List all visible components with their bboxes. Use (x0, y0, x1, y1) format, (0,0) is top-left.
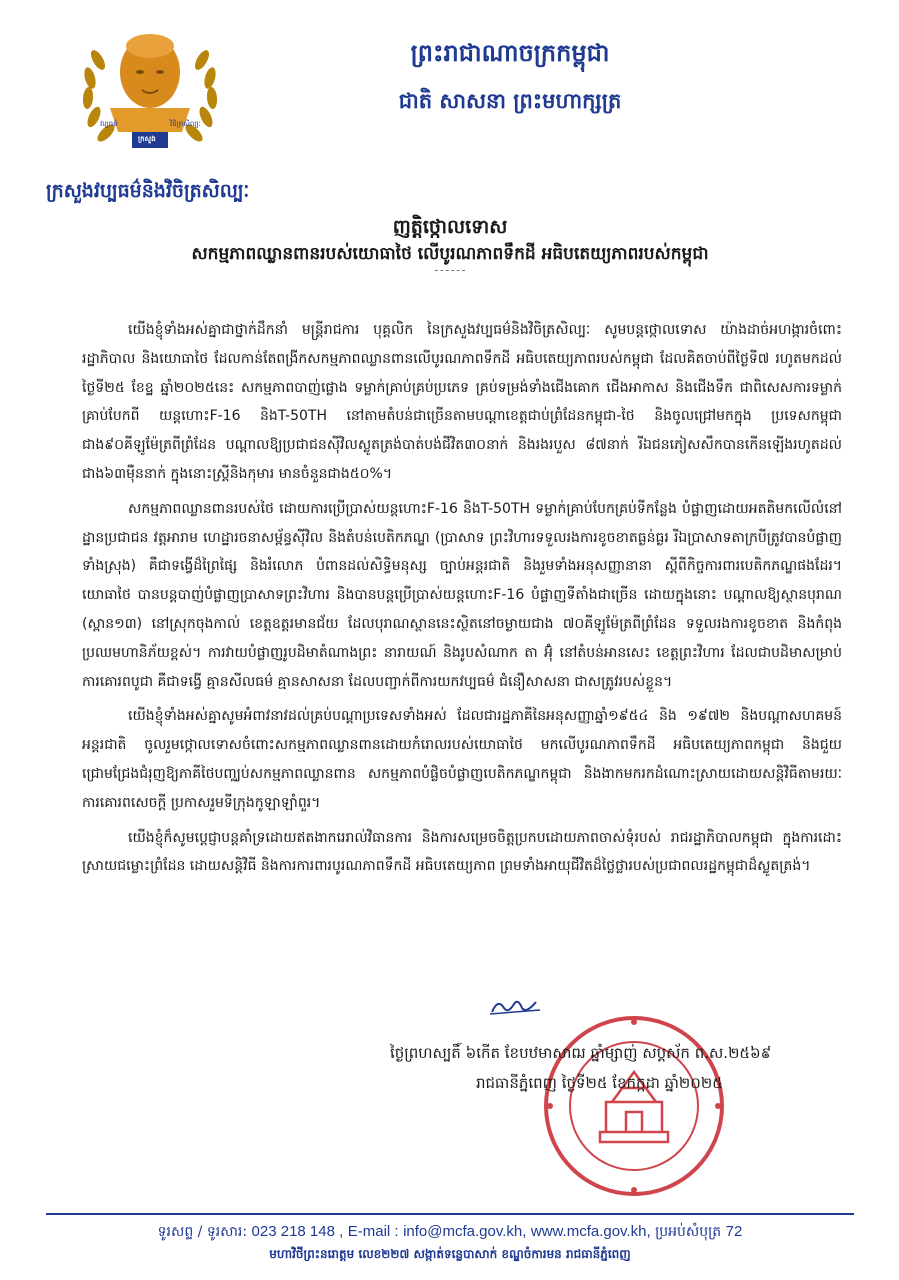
national-motto: ជាតិ សាសនា ព្រះមហាក្សត្រ (398, 89, 622, 113)
paragraph-3: យើងខ្ញុំទាំងអស់គ្នាសូមអំពាវនាវដល់គ្រប់បណ្តាប្រទេសទាំងអស់ ដែលជារដ្ឋភាគីនៃអនុសញ្ញាឆ្នាំ១៩៥៤ និង ១៩៧២ និងបណ្តាសហគមន៍អន្តរជាតិ ចូលរួមថ្កោលទោសចំពោះសកម្មភាពឈ្លានពានដោយកំរោលរបស់យោធាថៃ មកលើបូរណភាពទឹកដី អធិបតេយ្យភាពកម្ពុជា និងជួយជ្រោមជ្រែងជំរុញឱ្យភាគីថៃបញ្ឈប់សកម្មភាពឈ្លានពាន សកម្មភាពបំផ្លិចបំផ្លាញបេតិកភណ្ឌកម្ពុជា និងងាកមករកដំណោះស្រាយដោយសន្តិវិធីតាមរយៈការគោរពសេចក្តី ប្រកាសរួមទីក្រុងកូឡាឡាំពួរ។ (82, 708, 842, 811)
title-divider (435, 270, 465, 271)
email-link[interactable]: info@mcfa.gov.kh, (403, 1223, 527, 1240)
footer-address: មហាវិថីព្រះនរោត្តម លេខ២២៧ សង្កាត់ទន្លេបាសាក់ ខណ្ឌចំការមន រាជធានីភ្នំពេញ (269, 1247, 631, 1261)
title-line-1: ញត្តិថ្កោលទោស (392, 216, 508, 238)
ministry-logo (70, 20, 230, 160)
logo-text-right: វិចិត្រសិល្បៈ (170, 120, 201, 128)
date-block (380, 1038, 840, 1098)
logo-label: ក្រសួង (138, 135, 156, 143)
footer-contact (46, 1220, 854, 1244)
email-label: E-mail : (347, 1223, 399, 1240)
website-link[interactable]: www.mcfa.gov.kh, (530, 1223, 651, 1240)
solar-date: រាជធានីភ្នំពេញ ថ្ងៃទី២៥ ខែកក្កដា ឆ្នាំ២០២៥ (476, 1074, 723, 1092)
petition-title (110, 214, 790, 271)
pobox-label: ប្រអប់សំបុត្រ (655, 1224, 722, 1240)
footer (46, 1220, 854, 1264)
lunar-date: ថ្ងៃព្រហស្បតិ៍ ៦កើត ខែបឋមាសាឍ ឆ្នាំម្សាញ់ សប្តស័ក ព.ស.២៥៦៩ (390, 1044, 772, 1062)
phone-label: ទូរសព្ទ / ទូរសារ: (157, 1224, 248, 1240)
petition-body (82, 316, 842, 887)
paragraph-2: សកម្មភាពឈ្លានពានរបស់ថៃ ដោយការប្រើប្រាស់យន្តហោះF-16 និងT-50TH ទម្លាក់គ្រាប់បែកគ្រប់ទីកន្លែង បំផ្លាញដោយអតតិមកលើលំនៅដ្ឋានប្រជាជន វត្តអារាម ហេដ្ឋារចនាសម្ព័ន្ធស៊ីវិល និងតំបន់បេតិកភណ្ឌ (ប្រាសាទ ព្រះវិហារទទួលរងការខូចខាតធ្ងន់ធ្ងរ រីឯប្រាសាទតាក្របីត្រូវបានបំផ្លាញទាំងស្រុង) គឺជាទង្វើដ៏ព្រៃផ្សៃ និងរំលោភ បំពានដល់សិទ្ធិមនុស្ស ច្បាប់អន្តរជាតិ និងរួមទាំងអនុសញ្ញានានា ស្តីពីកិច្ចការពារបេតិកភណ្ឌផងដែរ។ យោធាថៃ បានបន្តបាញ់បំផ្លាញប្រាសាទព្រះវិហារ និងបានបន្តប្រើប្រាស់យន្តហោះF-16 បំផ្លាញទីតាំងជាច្រើន ដោយក្នុងនោះ បណ្តាលឱ្យស្ថានបុរាណ (ស្ពាន១៣) នៅស្រុកចុងកាល់ ខេត្តឧត្តរមានជ័យ ដែលបុរាណស្ថាននេះស្ថិតនៅចម្ងាយជាង ៧០គីឡូម៉ែត្រពីព្រំដែន ទទួលរងការខូចខាត និងកំពុងប្រឈមហានិភ័យខ្ពស់។ ការវាយបំផ្លាញរូបដិមាតំណាងព្រះ នារាយណ៍ និងរូបសំណាក តា អ៊ុំ នៅតំបន់អានសេះ ខេត្តព្រះវិហារ ដែលជាបដិមាសម្រាប់ការគោរពបូជា គឺជាទង្វើ គ្មានសីលធម៌ គ្មានសាសនា ដែលបញ្ជាក់ពីការយកវប្បធម៌ ជំនឿសាសនា ជាសត្រូវរបស់ខ្លួន។ (82, 500, 842, 690)
ministry-name: ក្រសួងវប្បធម៌និងវិចិត្រសិល្បៈ (46, 180, 250, 202)
phone-number: 023 218 148 , (251, 1223, 344, 1240)
kingdom-title: ព្រះរាជាណាចក្រកម្ពុជា (410, 39, 610, 67)
paragraph-4: យើងខ្ញុំក៏សូមប្តេជ្ញាបន្តគាំទ្រដោយឥតងាករេរាល់វិធានការ និងការសម្រេចចិត្តប្រកបដោយភាពចាស់ទុំរបស់ រាជរដ្ឋាភិបាលកម្ពុជា ក្នុងការដោះស្រាយជម្លោះព្រំដែន ដោយសន្តិវិធី និងការការពារបូរណភាពទឹកដី អធិបតេយ្យភាព ព្រមទាំងអាយុជីវិតដ៏ថ្លៃថ្លារបស់ប្រជាពលរដ្ឋកម្ពុជាដ៏ស្លូតត្រង់។ (82, 829, 842, 875)
initial-signature (488, 994, 544, 1018)
pobox-number: 72 (725, 1223, 743, 1240)
paragraph-1: យើងខ្ញុំទាំងអស់គ្នាជាថ្នាក់ដឹកនាំ មន្ត្រីរាជការ បុគ្គលិក នៃក្រសួងវប្បធម៌និងវិចិត្រសិល្បៈ សូមបន្តថ្កោលទោស យ៉ាងដាច់អហង្ការចំពោះរដ្ឋាភិបាល និងយោធាថៃ ដែលកាន់តែពង្រីកសកម្មភាពឈ្លានពានលើបូរណភាពទឹកដី អធិបតេយ្យភាពរបស់កម្ពុជា ដែលគិតចាប់ពីថ្ងៃទី៧ រហូតមកដល់ថ្ងៃទី២៥ ខែឧ្ឋ ឆ្នាំ២០២៥នេះ សកម្មភាពបាញ់ផ្លោង ទម្លាក់គ្រាប់គ្រប់ប្រភេទ គ្រប់ទម្រង់ទាំងជើងគោក ជើងអាកាស និងជើងទឹក ជាពិសេសការទម្លាក់គ្រាប់បែកពី យន្តហោះF-16 និងT-50TH នៅតាមតំបន់ជាច្រើនតាមបណ្តាខេត្តជាប់ព្រំដែនកម្ពុជា-ថៃ និងចូលជ្រៅមកក្នុង ប្រទេសកម្ពុជាជាង៩០គីឡូម៉ែត្រពីព្រំដែន បណ្តាលឱ្យប្រជាជនស៊ីវិលស្លូតត្រង់បាត់បង់ជីវិត៣០នាក់ និងរងរបួស ៨៧នាក់ រីឯជនភៀសសឹកបានកើនឡើងរហូតដល់ជាង៦៣ម៉ឺននាក់ ក្នុងនោះស្ត្រីនិងកុមារ មានចំនួនជាង៥០%។ (82, 322, 842, 482)
kingdom-header (300, 36, 720, 116)
footer-divider (46, 1213, 854, 1215)
logo-text-left: វប្បធម៌ (100, 120, 118, 128)
title-line-2: សកម្មភាពឈ្លានពានរបស់យោធាថៃ លើបូរណភាពទឹកដី អធិបតេយ្យភាពរបស់កម្ពុជា (191, 244, 709, 264)
